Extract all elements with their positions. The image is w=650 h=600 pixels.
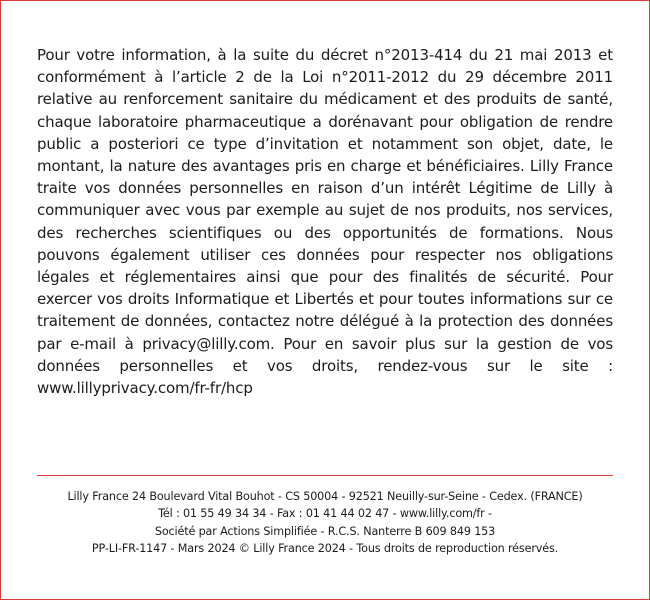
legal-notice-paragraph: Pour votre information, à la suite du décret n°2013-414 du 21 mai 2013 et conformément à l’article 2 de la Loi n°2011-2012 du 29 décembre 2011 relative au renforcement sanitaire du médicament et des produits de santé, chaque laboratoire pharmaceutique a dorénavant pour obligation de rendre public a posteriori ce type d’invitation et notamment son objet, date, le montant, la nature des avantages pris en charge et bénéficiaires. Lilly France traite vos données personnelles en raison d’un intérêt Légitime de Lilly à communiquer avec vous par exemple au sujet de nos produits, nos services, des recherches scientifiques ou des opportunités de formations. Nous pouvons également utiliser ces données pour respecter nos obligations légales et réglementaires ainsi que pour des finalités de sécurité. Pour exercer vos droits Informatique et Libertés et pour toutes informations sur ce traitement de données, contactez notre délégué à la protection des données par e-mail à privacy@lilly.​com. Pour en savoir plus sur la gestion de vos données personnelles et vos droits, rendez-vous sur le site : www.lillyprivacy.com/fr-fr/hcp (37, 46, 613, 398)
footer-reference-copyright: PP-LI-FR-1147 - Mars 2024 © Lilly France 2024 - Tous droits de reproduction réservés. (91, 542, 559, 556)
company-footer (30, 488, 620, 558)
footer-company-registration: Société par Actions Simplifiée - R.C.S. Nanterre B 609 849 153 (154, 524, 496, 538)
footer-contact: Tél : 01 55 49 34 34 - Fax : 01 41 44 02 47 - www.lilly.com/fr - (158, 507, 492, 521)
footer-divider (37, 475, 613, 476)
footer-address: Lilly France 24 Boulevard Vital Bouhot - CS 50004 - 92521 Neuilly-sur-Seine - Cedex. (FRANCE) (67, 490, 583, 503)
